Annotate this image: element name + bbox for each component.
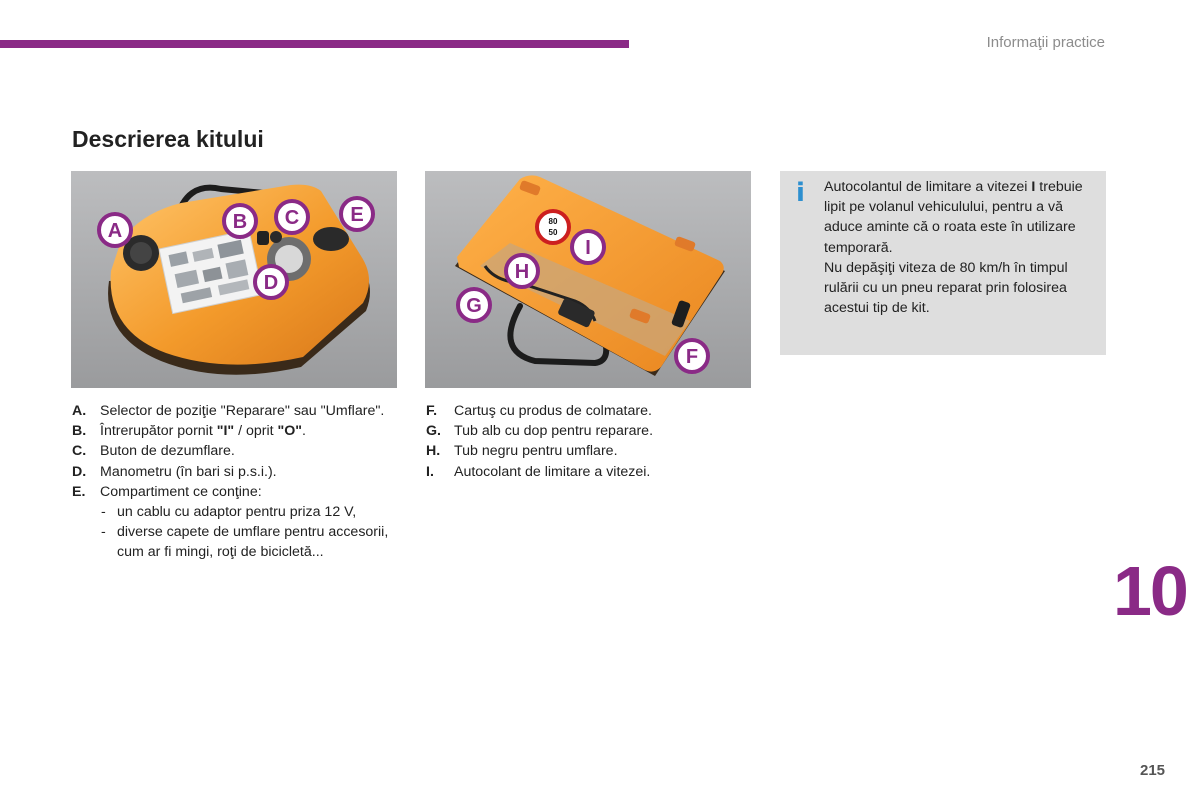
svg-text:80: 80 bbox=[548, 217, 558, 226]
callout-letter: G bbox=[466, 295, 482, 317]
callout-letter: C bbox=[284, 207, 300, 229]
callout-letter: H bbox=[514, 261, 530, 283]
header-accent-bar bbox=[0, 40, 629, 48]
list-key: F. bbox=[426, 403, 438, 419]
component-list-right bbox=[426, 401, 746, 482]
list-key: B. bbox=[72, 423, 87, 440]
callout-letter: D bbox=[263, 272, 279, 294]
info-note-line1-end: trebuie lipit pe volanul vehiculului, pentru a vă aduce aminte că o roata este în utilizare temporară. bbox=[824, 179, 1083, 256]
list-key: H. bbox=[426, 443, 441, 460]
info-note-text bbox=[824, 177, 1098, 318]
list-item-f bbox=[426, 401, 746, 421]
component-list-left bbox=[72, 401, 392, 563]
sub-list-item: - diverse capete de umflare pentru accesorii, cum ar fi mingi, roţi de bicicletă... bbox=[101, 524, 389, 561]
list-text: Tub negru pentru umflare. bbox=[454, 443, 618, 460]
list-text: Compartiment ce conţine: bbox=[100, 483, 262, 500]
list-key: I. bbox=[426, 463, 434, 480]
list-key: A. bbox=[72, 403, 87, 419]
list-key: C. bbox=[72, 443, 87, 460]
page-number: 215 bbox=[1140, 762, 1166, 779]
switch-on-label: "I" bbox=[216, 423, 235, 440]
chapter-number: 10 bbox=[1113, 552, 1187, 630]
callout-letter: I bbox=[585, 237, 591, 259]
info-note-sticker-key: I bbox=[1031, 179, 1036, 195]
callout-c bbox=[276, 201, 308, 233]
list-item-g bbox=[426, 421, 746, 441]
kit-top-view-image bbox=[71, 171, 397, 388]
list-text: Selector de poziţie "Reparare" sau "Umflare". bbox=[100, 403, 385, 419]
info-icon: i bbox=[796, 178, 805, 208]
list-text: Întrerupător pornit bbox=[100, 423, 217, 440]
info-note bbox=[780, 171, 1106, 355]
callout-f bbox=[676, 340, 708, 372]
list-text: Buton de dezumflare. bbox=[100, 443, 235, 460]
callout-letter: B bbox=[232, 211, 248, 233]
callout-i bbox=[572, 231, 604, 263]
speed-limit-sticker bbox=[537, 211, 569, 243]
callout-e bbox=[341, 198, 373, 230]
list-item-e bbox=[72, 482, 392, 563]
sub-list bbox=[100, 502, 392, 563]
list-text: Manometru (în bari si p.s.i.). bbox=[100, 463, 277, 480]
callout-a bbox=[99, 214, 131, 246]
on-off-switch bbox=[257, 231, 269, 245]
list-item-h bbox=[426, 441, 746, 461]
list-text: / oprit bbox=[234, 423, 278, 440]
list-text: Tub alb cu dop pentru reparare. bbox=[454, 423, 654, 440]
list-text: Cartuş cu produs de colmatare. bbox=[454, 403, 652, 419]
list-key: G. bbox=[426, 423, 441, 440]
list-key: D. bbox=[72, 463, 87, 480]
list-key: E. bbox=[72, 483, 86, 500]
callout-letter: F bbox=[685, 346, 699, 368]
callout-letter: E bbox=[350, 204, 364, 226]
deflate-button bbox=[270, 231, 282, 243]
callout-h bbox=[506, 255, 538, 287]
kit-bottom-view-image bbox=[425, 171, 751, 388]
sub-list-item: - un cablu cu adaptor pentru priza 12 V, bbox=[101, 504, 357, 521]
info-note-line1-start: Autocolantul de limitare a vitezei bbox=[824, 179, 1032, 195]
callout-letter: A bbox=[107, 220, 123, 242]
list-item-b bbox=[72, 421, 392, 441]
list-item-i bbox=[426, 462, 746, 482]
callout-b bbox=[224, 205, 256, 237]
page-title: Descrierea kitului bbox=[72, 126, 264, 152]
callout-g bbox=[458, 289, 490, 321]
info-note-line2: Nu depăşiţi viteza de 80 km/h în timpul rulării cu un pneu reparat prin folosirea acestui tip de kit. bbox=[824, 259, 1068, 317]
list-item-d bbox=[72, 462, 392, 482]
list-item-a bbox=[72, 401, 392, 421]
list-text: Autocolant de limitare a vitezei. bbox=[454, 463, 651, 480]
switch-off-label: "O" bbox=[277, 423, 302, 440]
storage-compartment bbox=[313, 227, 349, 251]
list-item-c bbox=[72, 441, 392, 461]
list-text: . bbox=[302, 423, 306, 440]
callout-d bbox=[255, 266, 287, 298]
section-title: Informaţii practice bbox=[986, 34, 1105, 51]
svg-text:50: 50 bbox=[548, 228, 558, 237]
